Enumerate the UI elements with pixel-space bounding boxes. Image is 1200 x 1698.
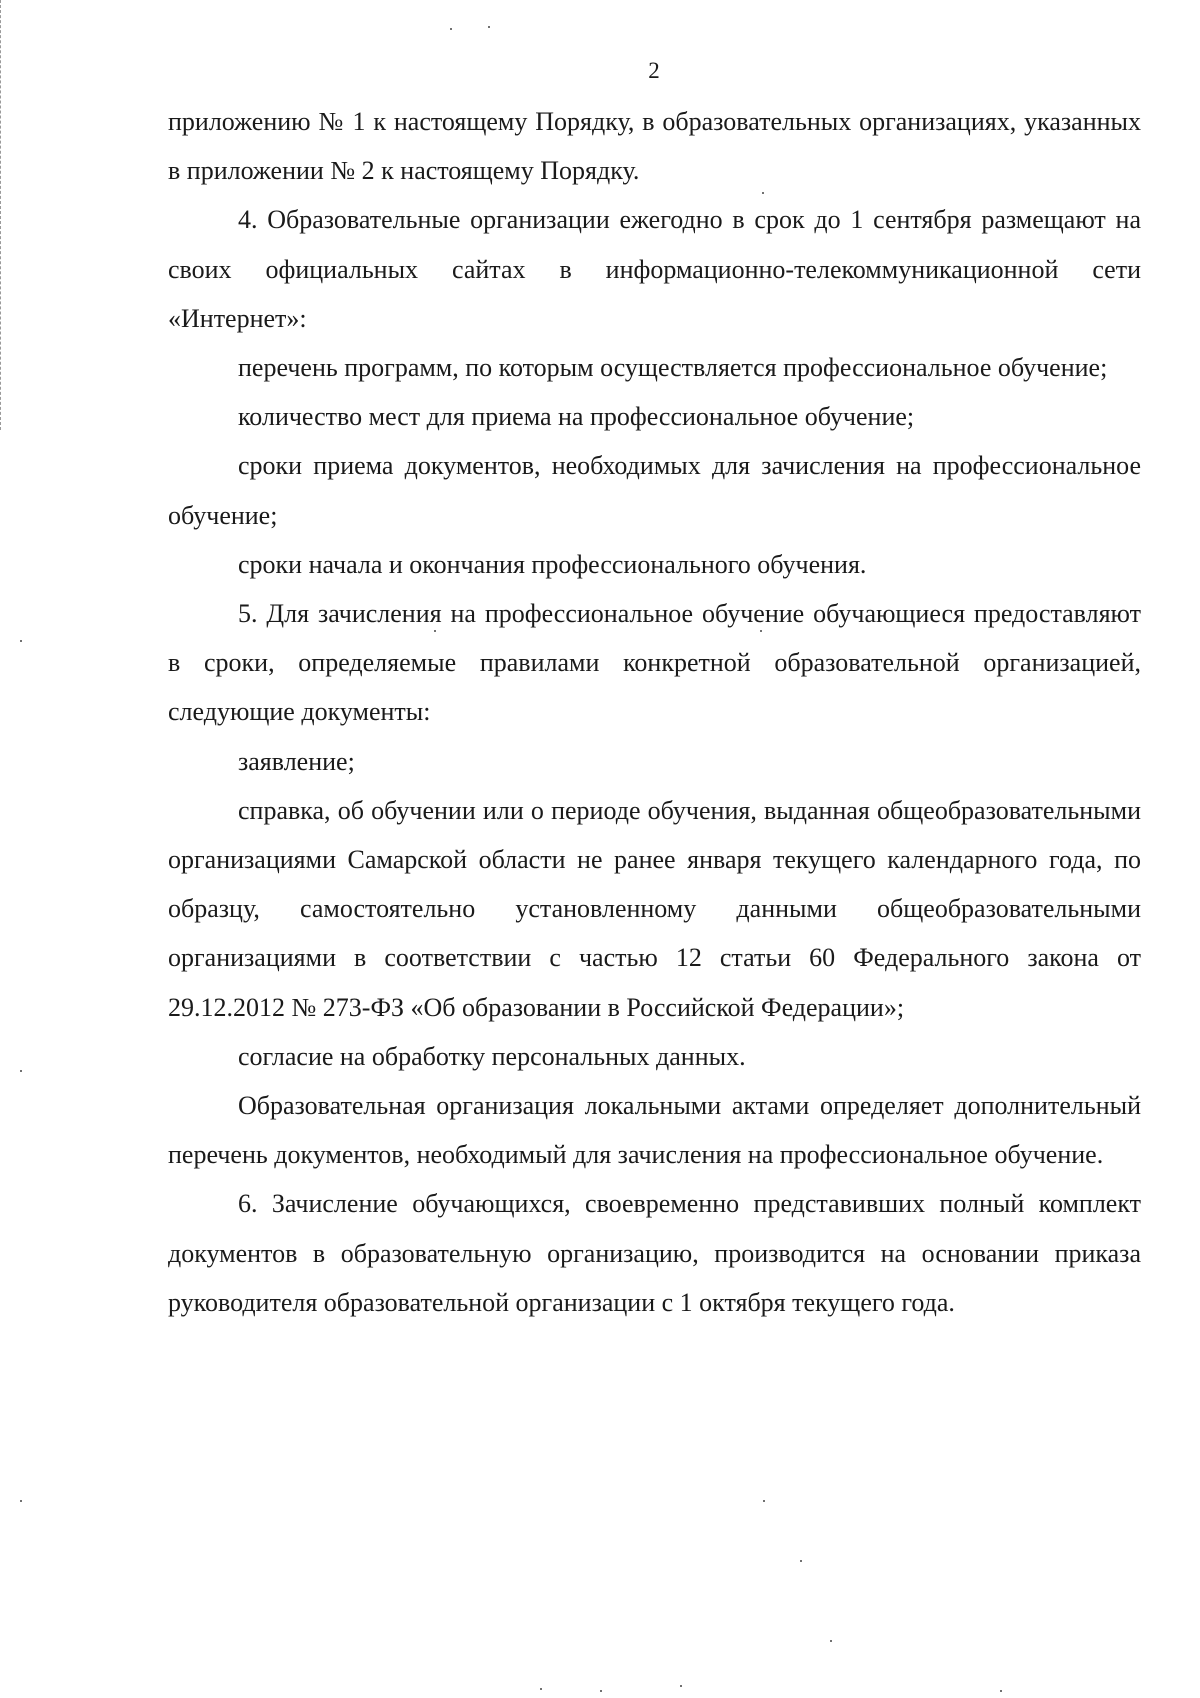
scan-speck — [800, 1560, 802, 1562]
paragraph-item-6: 6. Зачисление обучающихся, своевременно представивших полный комплект документов в образовательную организацию, производится на основании приказа руководителя образовательной организации с 1 октября текущего года. — [168, 1189, 1141, 1317]
scan-speck — [450, 28, 452, 30]
paragraph-list-dates: сроки начала и окончания профессионального обучения. — [238, 549, 867, 579]
paragraph-continuation: приложению № 1 к настоящему Порядку, в образовательных организациях, указанных в приложении № 2 к настоящему Порядку. — [168, 107, 1141, 186]
scan-speck — [540, 1688, 542, 1690]
scan-speck — [763, 1500, 765, 1502]
paragraph-list-application: заявление; — [238, 746, 355, 776]
scan-speck — [20, 1070, 22, 1072]
paragraph-item-5: 5. Для зачисления на профессиональное обучение обучающиеся предоставляют в сроки, определяемые правилами конкретной образовательной организацией, следующие документы: — [168, 599, 1141, 727]
scan-speck — [1000, 1690, 1002, 1692]
paragraph-list-programs: перечень программ, по которым осуществляется профессиональное обучение; — [238, 353, 1108, 383]
paragraph-list-certificate: справка, об обучении или о периоде обучения, выданная общеобразовательными организациями Самарской области не ранее января текущего календарного года, по образцу, самостоятельно установленному данными общеобразовательными организациями в соответствии с частью 12 статьи 60 Федерального закона от 29.12.2012 № 273-ФЗ «Об образовании в Российской Федерации»; — [168, 795, 1141, 1022]
paragraph-item-4: 4. Образовательные организации ежегодно в срок до 1 сентября размещают на своих официальных сайтах в информационно-телекоммуникационной сети «Интернет»: — [168, 205, 1141, 333]
scan-speck — [760, 630, 762, 632]
paragraph-list-consent: согласие на обработку персональных данных. — [238, 1041, 746, 1071]
scan-speck — [680, 1685, 682, 1687]
scan-speck — [488, 26, 490, 28]
scan-speck — [20, 1500, 22, 1502]
scan-speck — [830, 1640, 832, 1642]
paragraph-list-deadlines: сроки приема документов, необходимых для зачисления на профессиональное обучение; — [168, 451, 1141, 530]
scan-speck — [434, 630, 436, 632]
scan-speck — [20, 640, 22, 642]
paragraph-list-places: количество мест для приема на профессиональное обучение; — [238, 402, 915, 432]
document-body — [168, 97, 1141, 1327]
page-number: 2 — [648, 58, 660, 83]
scan-speck — [600, 1690, 602, 1692]
scan-speck — [762, 192, 764, 194]
paragraph-additional-documents: Образовательная организация локальными актами определяет дополнительный перечень документов, необходимый для зачисления на профессиональное обучение. — [168, 1091, 1141, 1170]
